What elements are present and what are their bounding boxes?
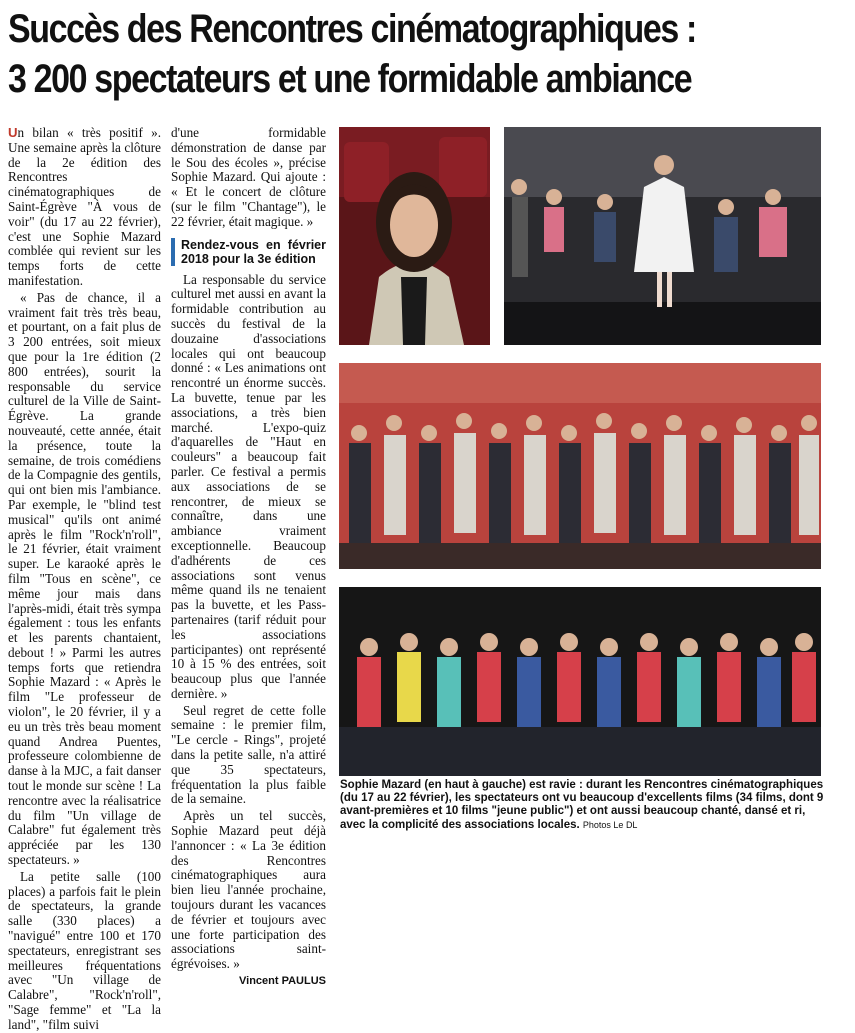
article-paragraph: d'une formidable démonstration de danse par le Sou des écoles », précise Sophie Mazard. Qui ajoute : « Et le concert de clôture (sur le film "Chantage"), le 22 février, était magique. » (171, 125, 326, 229)
article-paragraph: « Pas de chance, il a vraiment fait très très beau, et pourtant, on a fait plus de 3 200 entrées, soit mieux que pour la 1re édition (2 800 entrées), sourit la responsable du service culturel de la Ville de Saint-Égrève. La grande nouveauté, cette année, était la présence, toute la semaine, de trois comédiens de la Compagnie des gentils, qui ont bien mis l'ambiance. Par exemple, le "blind test musical" qu'ils ont animé après le film "Rock'n'roll", le 21 février, était vraiment super. Le karaoké après le film "Tous en scène", ce même jour mais dans l'après-midi, était très sympa également : tous les enfants et les parents chantaient, debout ! » Parmi les autres temps forts que retiendra Sophie Mazard : « Après le film "Le professeur de violon", le 20 février, il y a eu un très très beau moment quand Andrea Puentes, professeure colombienne de danse à la MJC, a fait danser tout le monde sur scène ! La rencontre avec la réalisatrice du film "Un village de Calabre" fut également très appréciée par les 130 spectateurs. » (8, 289, 161, 868)
section-subhead: Rendez-vous en février 2018 pour la 3e édition (171, 238, 326, 266)
portrait-photo (339, 127, 490, 345)
article-column-1 (8, 125, 161, 1032)
headline-line-2: 3 200 spectateurs et une formidable ambiance (8, 57, 692, 101)
author-byline: Vincent PAULUS (239, 975, 326, 988)
article-paragraph: Après un tel succès, Sophie Mazard peut déjà l'annoncer : « La 3e édition des Rencontres cinématographiques aura bien lieu l'année prochaine, toujours durant les vacances de février et toujours avec une forte participation des associations saint-égrévoises. » (171, 808, 326, 972)
article-paragraph: La petite salle (100 places) a parfois fait le plein de spectateurs, la grande salle (330 places) a "navigué" entre 100 et 170 spectateurs, enregistrant ses meilleures fréquentations avec "Un village de Calabre", "Rock'n'roll", "Sage femme" et "La la land", "film suivi (8, 868, 161, 1032)
article-column-2 (171, 125, 326, 988)
article-paragraph: Seul regret de cette folle semaine : le premier film, "Le cercle - Rings", projeté dans la petite salle, n'a attiré que 35 spectateurs, fréquentation la plus faible de la semaine. (171, 702, 326, 807)
choir-photo (339, 587, 821, 776)
article-paragraph: La responsable du service culturel met aussi en avant la formidable contribution au succès du festival de la douzaine d'associations locales qui ont beaucoup donné : « Les animations ont rencontré un énorme succès. La buvette, tenue par les associations, a très bien marché. L'expo-quiz d'aquarelles de "Haut en couleurs" a beaucoup fait parler. Ce festival a permis aux associations de se rencontrer, de mieux se connaître, dans une ambiance vraiment exceptionnelle. Beaucoup d'adhérents de ces associations sont venus même quand ils ne tenaient pas la buvette, et les Pass-partenaires (tarif réduit pour les associations participantes) ont représenté 10 à 15 % des entrées, soit beaucoup plus que l'année dernière. » (171, 271, 326, 701)
group-photo (339, 363, 821, 569)
dance-photo (504, 127, 821, 345)
headline-line-1: Succès des Rencontres cinématographiques : (8, 7, 696, 51)
caption-text: Sophie Mazard (en haut à gauche) est ravie : durant les Rencontres cinématographiques (du 17 au 22 février), les spectateurs ont vu beaucoup d'excellents films (34 films, dont 9 avant-premières et 10 films "jeune public") et ont aussi beaucoup chanté, dansé et ri, avec la complicité des associations locales. (340, 779, 824, 831)
photo-credit: Photos Le DL (582, 819, 638, 830)
drop-cap: U (8, 125, 18, 140)
photo-caption (340, 779, 825, 832)
article-paragraph: Un bilan « très positif ». Une semaine après la clôture de la 2e édition des Rencontres cinématographiques de Saint-Égrève "À vous de voir" (du 17 au 22 février), c'est une Sophie Mazard comblée qui revient sur les temps forts de cette manifestation. (8, 125, 161, 288)
headline (8, 4, 730, 104)
